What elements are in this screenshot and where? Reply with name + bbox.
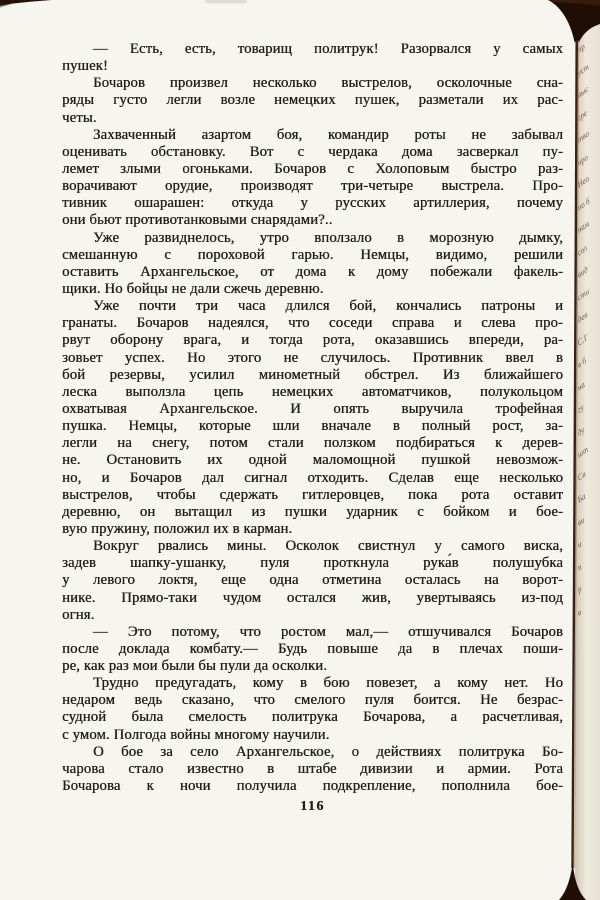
text-line: смешанную с пороховой гарью. Немцы, видимо, решили bbox=[62, 246, 563, 263]
adjacent-page-text-fragment: на bbox=[576, 378, 586, 393]
adjacent-page-text-fragment: ду bbox=[576, 424, 586, 438]
text-line: Трудно предугадать, кому в бою повезет, а кому нет. Но bbox=[93, 675, 563, 692]
adjacent-page-text-fragment: гре bbox=[576, 107, 589, 123]
text-line: нике. Прямо-таки чудом остался жив, увертываясь из-под bbox=[62, 589, 563, 606]
text-line: они бьют противотанковыми снарядами?.. bbox=[62, 212, 333, 229]
scan-smudge-mark bbox=[205, 0, 247, 3]
text-line: судной была смелость политрука Бочарова, а расчетливая, bbox=[62, 709, 563, 726]
adjacent-page-text-fragment: уст bbox=[576, 60, 590, 78]
adjacent-page-text-fragment: по б bbox=[576, 195, 591, 213]
text-line: леска выползла цепь немецких автоматчиков, полукольцом bbox=[62, 383, 563, 400]
text-line: оставить Архангельское, от дома к дому побежали факель- bbox=[62, 263, 563, 280]
text-line: с умом. Полгода войны многому научили. bbox=[62, 726, 330, 743]
text-line: тивник ошарашен: откуда у русских артиллерия, почему bbox=[62, 195, 563, 212]
page-top-edge bbox=[0, 0, 120, 14]
text-line: — Это потому, что ростом мал,— отшучивался Бочаров bbox=[93, 623, 563, 640]
text-line: не. Остановить их одной маломощной пушкой невозмож- bbox=[62, 452, 563, 469]
text-line: — Есть, есть, товарищ политрук! Разорвался у самых bbox=[93, 41, 563, 57]
text-line: Бочарова к ночи получила подкрепление, пополнила бое- bbox=[62, 778, 563, 795]
adjacent-page-text-fragment: дев bbox=[576, 309, 589, 325]
text-line: охватывая Архангельское. И опять выручила трофейная bbox=[62, 400, 563, 417]
text-line: Уже почти три часа длился бой, кончались патроны и bbox=[93, 298, 563, 315]
text-line: рвут оборону врага, и тогда рота, оказавшись впереди, ра- bbox=[62, 332, 563, 349]
adjacent-page-text-fragment: выс bbox=[576, 83, 590, 100]
adjacent-page-text-fragment: и bbox=[576, 538, 583, 550]
adjacent-page-text-fragment: п bbox=[576, 561, 583, 573]
text-line: гранаты. Бочаров надеялся, что соседи справа и слева про- bbox=[62, 315, 563, 332]
adjacent-page-text-fragment: ви bbox=[576, 514, 586, 528]
text-line: лемет злыми огоньками. Бочаров с Холоповым быстро раз- bbox=[62, 160, 563, 177]
text-line: после доклада комбату.— Будь повыше да в плечах поши- bbox=[62, 640, 563, 657]
text-line: задев шапку-ушанку, пуля проткнула рука́в полушубка bbox=[62, 555, 563, 572]
adjacent-page-text-fragment: р bbox=[576, 583, 583, 595]
adjacent-page-text-fragment: вид bbox=[576, 264, 589, 280]
adjacent-page-text-fragment: Св bbox=[576, 468, 587, 483]
adjacent-page-text-fragment: тво bbox=[576, 128, 591, 145]
book-binding-edge bbox=[540, 0, 600, 900]
text-line: Бочаров произвел несколько выстрелов, осколочные сна- bbox=[93, 75, 563, 92]
text-line: О бое за село Архангельское, о действиях политрука Бо- bbox=[93, 743, 563, 760]
adjacent-page-text-fragment: в bbox=[576, 606, 583, 618]
adjacent-page-text-fragment: Нео bbox=[576, 173, 591, 190]
adjacent-page-text-fragment: в б bbox=[576, 355, 588, 370]
text-line: у левого локтя, еще одна отметина осталась на ворот- bbox=[62, 572, 563, 589]
page-number: 116 bbox=[300, 799, 325, 814]
text-line: бой резервы, усилил минометный обстрел. Из ближайшего bbox=[62, 366, 563, 383]
adjacent-page-text-fragment: сти bbox=[576, 285, 591, 303]
text-line: пушек! bbox=[62, 58, 108, 75]
text-line: оценивать обстановку. Вот с чердака дома засверкал пу- bbox=[62, 143, 563, 160]
text-line: огня. bbox=[62, 606, 95, 623]
text-line: зовьет успех. Но этого не случилось. Противник ввел в bbox=[62, 349, 563, 366]
adjacent-page-text-fragment: Ба bbox=[576, 490, 587, 505]
adjacent-page-text-fragment: С.Г bbox=[576, 331, 590, 348]
adjacent-page-text-fragment: сол bbox=[576, 242, 589, 258]
text-line: ре, как раз мои были бы пули да осколки. bbox=[62, 658, 328, 675]
adjacent-page-text-fragment: чро bbox=[576, 151, 590, 168]
adjacent-page-text-fragment: гу bbox=[576, 402, 585, 415]
text-line: пушка. Немцы, которые шли вначале в полный рост, за- bbox=[62, 418, 563, 435]
text-line: Уже развиднелось, утро вползало в морозную дымку, bbox=[93, 229, 563, 246]
text-line: четы. bbox=[62, 109, 97, 126]
text-line: выстрелов, чтобы сдержать гитлеровцев, пока рота оставит bbox=[62, 486, 563, 503]
text-line: ворачивают орудие, производят три-четыре выстрела. Про- bbox=[62, 178, 563, 195]
text-line: недаром ведь сказано, что смелого пуля боится. Не безрас- bbox=[62, 692, 563, 709]
adjacent-page-text-fragment: нам bbox=[576, 218, 591, 235]
text-line: Захваченный азартом боя, командир роты не забывал bbox=[93, 126, 563, 143]
text-line: Вокруг рвались мины. Осколок свистнул у самого виска, bbox=[93, 538, 563, 555]
page-text bbox=[62, 41, 563, 795]
text-line: легли на снегу, потом стали ползком подбираться к дерев- bbox=[62, 435, 563, 452]
adjacent-page-text-fragment: пр bbox=[576, 41, 586, 55]
text-line: вую пружину, положил их в карман. bbox=[62, 520, 293, 537]
text-line: но, и Бочаров дал сигнал отходить. Сделав еще несколько bbox=[62, 469, 563, 486]
text-line: чарова стало известно в штабе дивизии и армии. Рота bbox=[62, 760, 563, 777]
text-line: щики. Но бойцы не дали сжечь деревню. bbox=[62, 280, 324, 297]
text-line: ряды густо легли возле немецких пушек, разметали их рас- bbox=[62, 92, 563, 109]
adjacent-page-text-fragment: шт bbox=[576, 444, 590, 460]
text-line: деревню, он вытащил из пушки ударник с бойком и бое- bbox=[62, 503, 563, 520]
